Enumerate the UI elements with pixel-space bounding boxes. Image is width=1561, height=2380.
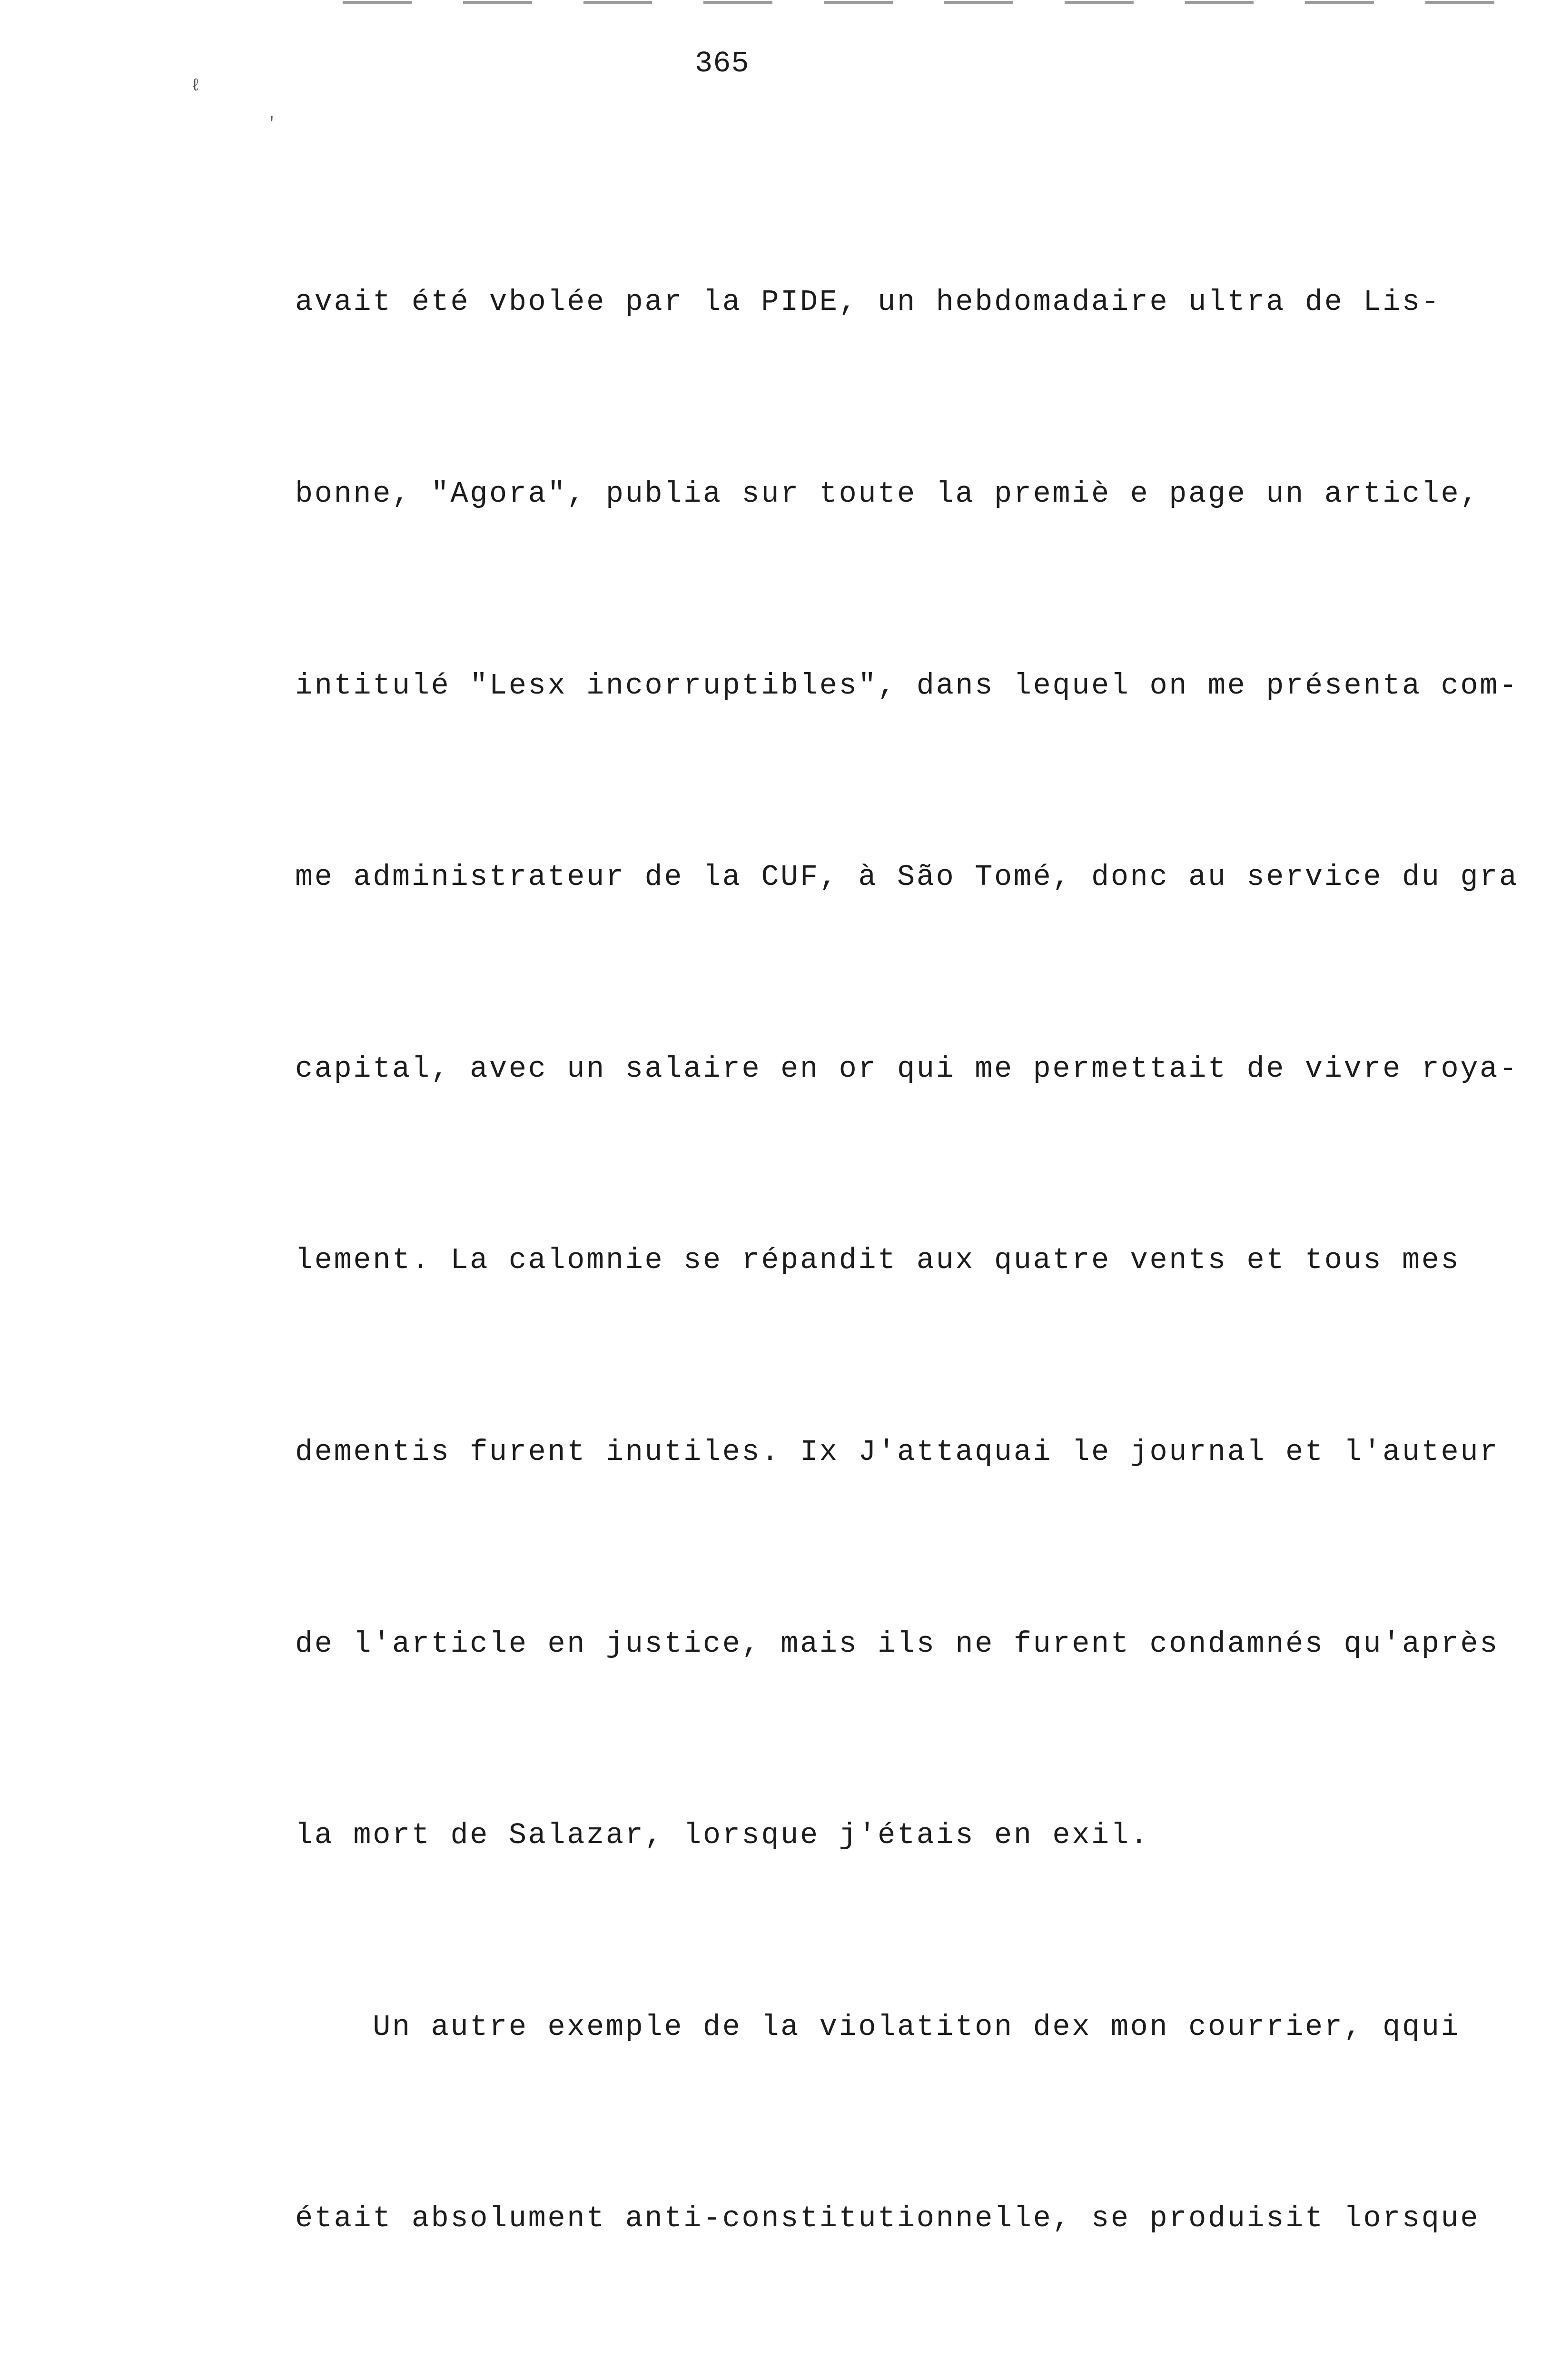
stray-ink-mark: ℓ [190, 76, 201, 96]
text-line: la mort de Salazar, lorsque j'étais en exil. [295, 1818, 1150, 1853]
stray-ink-mark: ′ [267, 114, 277, 134]
edge-mark [1065, 1, 1134, 4]
text-line [295, 2379, 1561, 2380]
text-line: dementis furent inutiles. Ix J'attaquai le journal et l'auteur [295, 1435, 1499, 1469]
page-number: 365 [695, 47, 750, 80]
edge-mark [824, 1, 893, 4]
text-line: avait été vbolée par la PIDE, un hebdomadaire ultra de Lis- [295, 285, 1441, 319]
edge-mark [703, 1, 772, 4]
text-line: lement. La calomnie se répandit aux quatre vents et tous mes [295, 1243, 1461, 1278]
text-line: intitulé "Lesx incorruptibles", dans lequel on me présenta com- [295, 668, 1519, 703]
edge-mark [1305, 1, 1374, 4]
text-line: capital, avec un salaire en or qui me permettait de vivre roya- [295, 1051, 1519, 1086]
edge-mark [1425, 1, 1494, 4]
edge-mark [463, 1, 532, 4]
text-line: Un autre exemple de la violatiton dex mon courrier, qqui [295, 2010, 1461, 2044]
text-line: me administrateur de la CUF, à São Tomé, donc au service du gra [295, 860, 1519, 894]
text-line: de l'article en justice, mais ils ne furent condamnés qu'après [295, 1626, 1499, 1661]
top-edge-marks [343, 0, 1494, 7]
edge-mark [1185, 1, 1254, 4]
edge-mark [343, 1, 412, 4]
body-text [295, 143, 1561, 2380]
edge-mark [583, 1, 652, 4]
text-line: était absolument anti-constitutionnelle, se produisit lorsque [295, 2202, 1480, 2236]
edge-mark [944, 1, 1013, 4]
text-line: bonne, "Agora", publia sur toute la premiè e page un article, [295, 477, 1480, 511]
